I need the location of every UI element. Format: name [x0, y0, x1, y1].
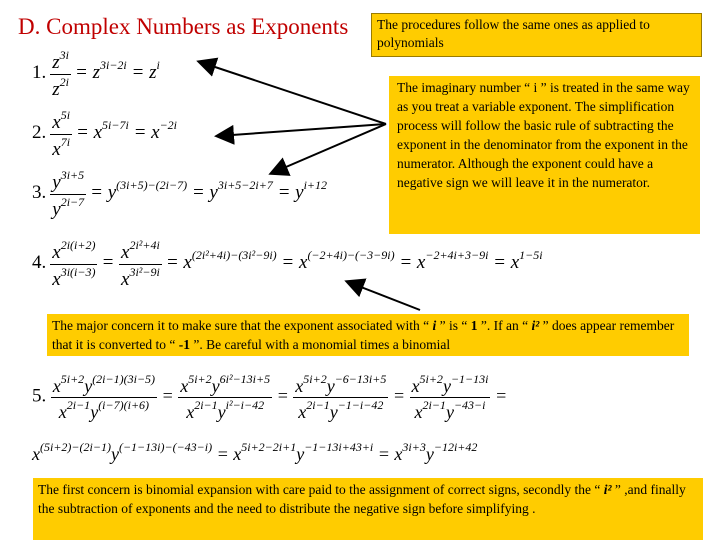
eq4-step3-base: x [416, 252, 426, 274]
eq1-den-exp: 2i [59, 75, 69, 89]
eq4-step1-exp: (2i²+4i)−(3i²−9i) [191, 248, 277, 263]
eq1-num-base: z [52, 52, 60, 73]
eq4-f2-num-base: x [121, 242, 130, 263]
eq4-num-base: x [52, 242, 61, 263]
eq5-f4-den-xexp: 2i−1 [422, 398, 446, 412]
eq3-step1-exp: (3i+5)−(2i−7) [116, 178, 188, 193]
eq5-f1-num-yexp: (2i−1)(3i−5) [92, 372, 156, 386]
equation-4: 4. $\frac{x^{2i(i+2)}}{x^{3i(i-3)}}$ = $\frac{x^{2i^2+4i}}{x^{3i^2-9i}}$ = $x^{(2i^2+4i)-(3i^2-9i)} = x^{(-2+4i)-(-3-9i)} = x^{-2+4i+3-9i} = x^{1-5i}$ [32, 238, 543, 290]
note-mid-neg1: -1 [178, 337, 190, 352]
eq2-res-base: x [151, 122, 160, 144]
eq5-f1-den-yexp: (i−7)(i+6) [98, 398, 150, 412]
eq3-res-base: y [295, 182, 304, 204]
eq3-res-exp: i+12 [303, 178, 328, 193]
eq5-f3-den-yexp: −1−i−42 [337, 398, 384, 412]
equation-1-label: 1. [32, 62, 47, 84]
eq5-f2-num-yexp: 6i²−13i+5 [219, 372, 271, 386]
eq4-num-exp: 2i(i+2) [60, 238, 96, 252]
eq3-den-base: y [52, 199, 61, 220]
eq2-num-base: x [52, 112, 61, 133]
eq2-den-exp: 7i [60, 135, 71, 149]
eq2-res-exp: −2i [159, 118, 178, 133]
note-bottom-i2: i² [603, 482, 612, 497]
eq3-den-exp: 2i−7 [60, 195, 85, 209]
eq2-mid-base: x [93, 122, 103, 144]
eq5-l2-xexp-2: 5i+2−2i+1 [241, 440, 297, 454]
eq3-step2-exp: 3i+5−2i+7 [217, 178, 273, 193]
eq5-f1-num-xexp: 5i+2 [60, 372, 85, 386]
note-mid-text-1: The major concern it to make sure that the exponent associated with “ [52, 318, 433, 333]
equation-5-line-2: $x^{(5i+2)-(2i-1)}y^{(-1-13i)-(-43-i)} = x^{5i+2-2i+1}y^{-1-13i+43+i} = x^{3i+3}y^{-12i+42}$ [32, 440, 478, 464]
eq4-res-exp: 1−5i [519, 248, 543, 263]
equation-5-fraction-2: $\frac{x^{5i+2}y^{6i^2-13i+5}}{x^{2i-1}y^{i^2-i-42}}$ [180, 372, 271, 422]
note-mid-one: 1 [470, 318, 478, 333]
equation-2-label: 2. [32, 122, 47, 144]
arrow-to-eq1 [200, 62, 386, 124]
eq4-step1-base: x [183, 252, 192, 274]
eq1-mid-exp: 3i−2i [99, 58, 127, 73]
eq2-den-base: x [52, 139, 61, 160]
eq1-mid-base: z [92, 62, 100, 84]
eq3-num-base: y [52, 172, 61, 193]
note-imaginary-exponent: The imaginary number “ i ” is treated in the same way as you treat a variable exponent. The simplification process will follow the basic rule of subtracting the exponent in the denominator from the exponent in the numerator. Although the exponent could have a negative sign we will leave it in the numerator. [389, 76, 700, 234]
eq2-num-exp: 5i [60, 108, 71, 122]
eq4-step2-exp: (−2+4i)−(−3−9i) [307, 248, 395, 263]
eq5-l2-xexp-1: (5i+2)−(2i−1) [40, 440, 111, 454]
eq5-f2-num-xexp: 5i+2 [188, 372, 212, 386]
eq1-res-exp: i [156, 58, 160, 73]
eq3-num-exp: 3i+5 [60, 168, 85, 182]
note-bottom-text-2: ” ,and finally the subtraction of exponents and the need to distribute the negative sign before simplifying . [38, 482, 686, 516]
equation-5-label: 5. [32, 385, 47, 407]
eq5-l2-yexp-3: −12i+42 [433, 440, 478, 454]
note-mid-text-4: ” does appear remember that it is converted to “ [52, 318, 675, 352]
eq4-f2-den-exp: 3i²−9i [129, 265, 160, 279]
eq4-res-base: x [510, 252, 520, 274]
equation-1: 1. $\frac{z^{3i}}{z^{2i}}$ = $z^{3i-2i} = z^i$ [32, 48, 160, 100]
note-bottom-text-1: The first concern is binomial expansion with care paid to the assignment of correct signs, secondly the “ [38, 482, 604, 497]
equation-5-fraction-3: $\frac{x^{5i+2}y^{-6-13i+5}}{x^{2i-1}y^{-1-i-42}}$ [295, 372, 387, 422]
note-mid-text-3: ”. If an “ [477, 318, 532, 333]
equation-5: 5. $\frac{x^{5i+2}y^{(2i-1)(3i-5)}}{x^{2i-1}y^{(i-7)(i+6)}}$ = $\frac{x^{5i+2}y^{6i^2-13i+5}}{x^{2i-1}y^{i^2-i-42}}$ = $\frac{x^{5i+2}y^{-6-13i+5}}{x^{2i-1}y^{-1-i-42}}$ = $\frac{x^{5i+2}y^{-1-13i}}{x^{2i-1}y^{-43-i}}$ = [32, 372, 508, 422]
eq4-f2-den-base: x [121, 269, 130, 290]
equation-3-label: 3. [32, 182, 47, 204]
eq5-f4-num-xexp: 5i+2 [419, 372, 443, 386]
note-mid-text-2: ” is “ [436, 318, 471, 333]
eq5-l2-xexp-3: 3i+3 [402, 440, 426, 454]
arrow-to-eq4 [348, 282, 420, 310]
equation-2: 2. $\frac{x^{5i}}{x^{7i}}$ = $x^{5i-7i} = x^{-2i}$ [32, 108, 178, 160]
note-polynomials: The procedures follow the same ones as applied to polynomials [371, 13, 702, 57]
eq4-den-base: x [52, 269, 61, 290]
eq5-f1-den-xexp: 2i−1 [66, 398, 91, 412]
eq5-f3-num-yexp: −6−13i+5 [334, 372, 387, 386]
eq4-den-exp: 3i(i−3) [60, 265, 96, 279]
eq5-l2-yexp-1: (−1−13i)−(−43−i) [118, 440, 213, 454]
eq5-f2-den-xexp: 2i−1 [194, 398, 218, 412]
eq4-step3-exp: −2+4i+3−9i [425, 248, 489, 263]
eq4-f2-num-exp: 2i²+4i [129, 238, 160, 252]
equation-3: 3. $\frac{y^{3i+5}}{y^{2i-7}}$ = $y^{(3i+5)-(2i-7)} = y^{3i+5-2i+7} = y^{i+12}$ [32, 168, 328, 220]
eq1-res-base: z [149, 62, 157, 84]
eq5-f3-num-xexp: 5i+2 [303, 372, 327, 386]
note-mid-text-5: ”. Be careful with a monomial times a binomial [189, 337, 451, 352]
eq5-f2-den-yexp: i²−i−42 [225, 398, 265, 412]
note-mid-i2: i² [531, 318, 540, 333]
eq3-step1-base: y [107, 182, 117, 204]
equation-5-fraction-1: $\frac{x^{5i+2}y^{(2i-1)(3i-5)}}{x^{2i-1}y^{(i-7)(i+6)}}$ [52, 372, 156, 422]
eq2-mid-exp: 5i−7i [102, 118, 129, 133]
equation-5-fraction-4: $\frac{x^{5i+2}y^{-1-13i}}{x^{2i-1}y^{-43-i}}$ [411, 372, 489, 422]
eq1-num-exp: 3i [59, 48, 69, 62]
page-title: D. Complex Numbers as Exponents [18, 14, 349, 39]
eq4-step2-base: x [299, 252, 308, 274]
equation-4-label: 4. [32, 252, 47, 274]
eq5-l2-yexp-2: −1−13i+43+i [304, 440, 374, 454]
eq5-f3-den-xexp: 2i−1 [306, 398, 330, 412]
note-mid-i: i [432, 318, 437, 333]
eq5-f4-num-yexp: −1−13i [450, 372, 489, 386]
eq1-den-base: z [52, 79, 60, 100]
eq3-step2-base: y [209, 182, 218, 204]
eq5-f4-den-yexp: −43−i [453, 398, 486, 412]
